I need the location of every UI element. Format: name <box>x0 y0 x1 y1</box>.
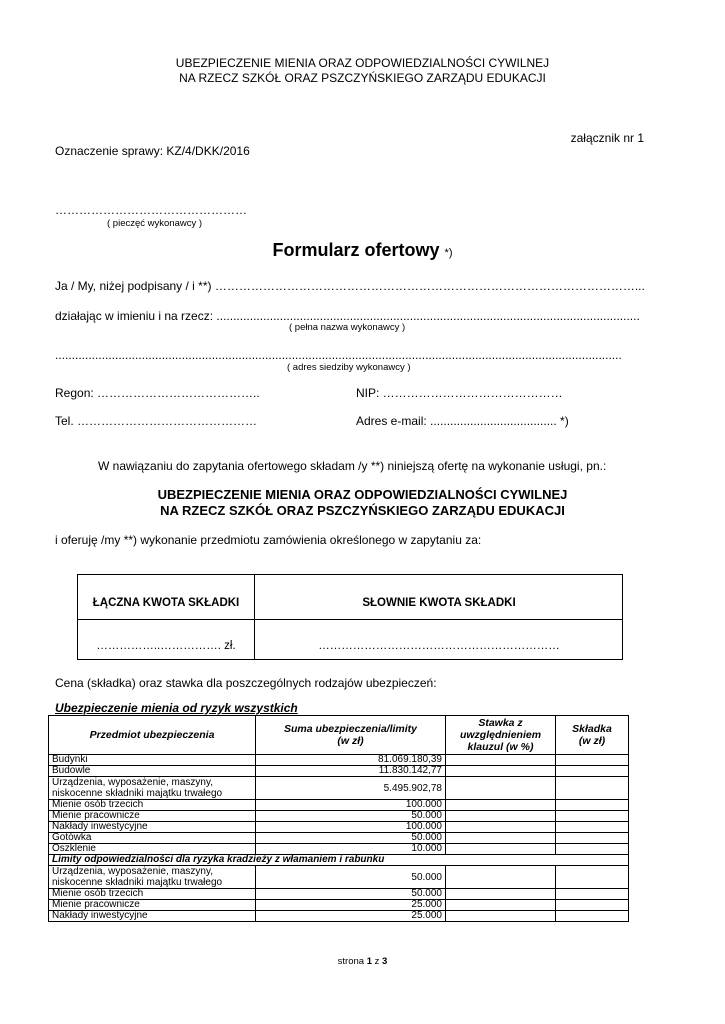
row-rate <box>446 866 556 889</box>
premium-in-words-header: SŁOWNIE KWOTA SKŁADKI <box>362 597 516 609</box>
intro-text: W nawiązaniu do zapytania ofertowego składam /y **) niniejszą ofertę na wykonanie usługi, pn.: <box>98 459 607 473</box>
row-subject: Nakłady inwestycyjne <box>49 911 256 922</box>
table-row <box>49 822 629 833</box>
row-rate <box>446 900 556 911</box>
row-subject: Mienie osób trzecich <box>49 889 256 900</box>
row-premium <box>556 833 629 844</box>
row-rate <box>446 777 556 800</box>
row-premium <box>556 766 629 777</box>
row-rate <box>446 811 556 822</box>
row-subject: Mienie osób trzecich <box>49 800 256 811</box>
total-premium-value: ……………..……………. zł. <box>96 640 236 652</box>
form-title <box>0 240 725 261</box>
document-header-line2: NA RZECZ SZKÓŁ ORAZ PSZCZYŃSKIEGO ZARZĄDU EDUKACJI <box>179 71 546 85</box>
row-rate <box>446 822 556 833</box>
page-number: 1 <box>366 956 372 967</box>
subject-line2: NA RZECZ SZKÓŁ ORAZ PSZCZYŃSKIEGO ZARZĄDU EDUKACJI <box>160 503 565 518</box>
row-premium <box>556 755 629 766</box>
row-rate <box>446 800 556 811</box>
offer-line: i oferuję /my **) wykonanie przedmiotu zamówienia określonego w zapytaniu za: <box>55 533 482 547</box>
amount-box <box>77 574 623 660</box>
tel-field: Tel. ……………………………………… <box>55 414 258 428</box>
table-row <box>49 755 629 766</box>
row-premium <box>556 800 629 811</box>
acting-line: działając w imieniu i na rzecz: ............................................................................................................................... <box>55 309 640 323</box>
header-premium-label: Składka <box>572 723 612 735</box>
row-subject: Nakłady inwestycyjne <box>49 822 256 833</box>
row-subject: Budowle <box>49 766 256 777</box>
row-rate <box>446 755 556 766</box>
row-sum: 50.000 <box>256 889 446 900</box>
row-subject: Oszklenie <box>49 844 256 855</box>
row-premium <box>556 777 629 800</box>
address-dots: .......................................................................................................................................................................... <box>55 348 622 362</box>
of-word: z <box>374 956 380 967</box>
table-row <box>49 889 629 900</box>
row-sum: 100.000 <box>256 822 446 833</box>
stamp-dots: ………………………………………… <box>55 203 247 217</box>
row-sum: 50.000 <box>256 866 446 889</box>
page-footer <box>0 956 725 967</box>
row-rate <box>446 833 556 844</box>
header-subject: Przedmiot ubezpieczenia <box>49 716 256 755</box>
table-row <box>49 866 629 889</box>
table-header-row <box>49 716 629 755</box>
row-sum: 50.000 <box>256 833 446 844</box>
section2-title: Limity odpowiedzialności dla ryzyka kradzieży z włamaniem i rabunku <box>49 855 629 866</box>
row-subject: Gotówka <box>49 833 256 844</box>
row-subject: Mienie pracownicze <box>49 811 256 822</box>
row-rate <box>446 766 556 777</box>
row-sum: 81.069.180,39 <box>256 755 446 766</box>
amount-box-row-divider <box>78 619 622 620</box>
insurance-table <box>48 715 629 922</box>
price-intro: Cena (składka) oraz stawka dla poszczególnych rodzajów ubezpieczeń: <box>55 676 437 690</box>
row-premium <box>556 889 629 900</box>
header-rate: Stawka z uwzględnieniem klauzul (w %) <box>446 716 556 755</box>
regon-field: Regon: ………………………………….. <box>55 386 260 400</box>
page-total: 3 <box>382 956 388 967</box>
section-title: Ubezpieczenie mienia od ryzyk wszystkich <box>55 701 298 715</box>
table-row <box>49 800 629 811</box>
document-header-line1: UBEZPIECZENIE MIENIA ORAZ ODPOWIEDZIALNOŚCI CYWILNEJ <box>175 56 550 70</box>
row-premium <box>556 911 629 922</box>
signed-line: Ja / My, niżej podpisany / i **) ……………………………………………………………………………………………... <box>55 279 645 293</box>
row-sum: 100.000 <box>256 800 446 811</box>
table-row <box>49 844 629 855</box>
total-premium-header: ŁĄCZNA KWOTA SKŁADKI <box>92 597 240 609</box>
row-premium <box>556 866 629 889</box>
header-sum-label: Suma ubezpieczenia/limity <box>283 723 418 735</box>
table-row <box>49 811 629 822</box>
table-row <box>49 833 629 844</box>
row-premium <box>556 822 629 833</box>
table-section-row <box>49 855 629 866</box>
premium-in-words-value: ……………………………………………………… <box>318 640 560 652</box>
row-sum: 10.000 <box>256 844 446 855</box>
row-subject: Mienie pracownicze <box>49 900 256 911</box>
subject-line1: UBEZPIECZENIE MIENIA ORAZ ODPOWIEDZIALNOŚCI CYWILNEJ <box>157 487 568 502</box>
form-title-text: Formularz ofertowy <box>272 240 440 260</box>
row-premium <box>556 811 629 822</box>
row-sum: 25.000 <box>256 911 446 922</box>
form-title-mark: *) <box>444 247 453 259</box>
header-premium-unit: (w zł) <box>578 735 606 747</box>
table-row <box>49 900 629 911</box>
row-premium <box>556 900 629 911</box>
row-subject: Urządzenia, wyposażenie, maszyny, niskocenne składniki majątku trwałego <box>49 777 256 800</box>
email-field: Adres e-mail: ...................................... *) <box>356 414 569 428</box>
stamp-label: ( pieczęć wykonawcy ) <box>107 218 203 229</box>
row-sum: 25.000 <box>256 900 446 911</box>
row-sum: 11.830.142,77 <box>256 766 446 777</box>
page-word: strona <box>337 956 365 967</box>
attachment-label: załącznik nr 1 <box>570 131 644 145</box>
row-rate <box>446 911 556 922</box>
row-rate <box>446 889 556 900</box>
table-row <box>49 766 629 777</box>
table-row <box>49 777 629 800</box>
row-premium <box>556 844 629 855</box>
row-subject: Urządzenia, wyposażenie, maszyny, niskocenne składniki majątku trwałego <box>49 866 256 889</box>
row-sum: 50.000 <box>256 811 446 822</box>
row-subject: Budynki <box>49 755 256 766</box>
case-reference: Oznaczenie sprawy: KZ/4/DKK/2016 <box>55 144 250 158</box>
full-name-label: ( pełna nazwa wykonawcy ) <box>289 322 406 333</box>
header-premium <box>556 716 629 755</box>
header-sum <box>256 716 446 755</box>
row-rate <box>446 844 556 855</box>
table-row <box>49 911 629 922</box>
nip-field: NIP: ……………………………………… <box>356 386 563 400</box>
header-sum-unit: (w zł) <box>337 735 364 747</box>
row-sum: 5.495.902,78 <box>256 777 446 800</box>
address-label: ( adres siedziby wykonawcy ) <box>287 362 411 373</box>
